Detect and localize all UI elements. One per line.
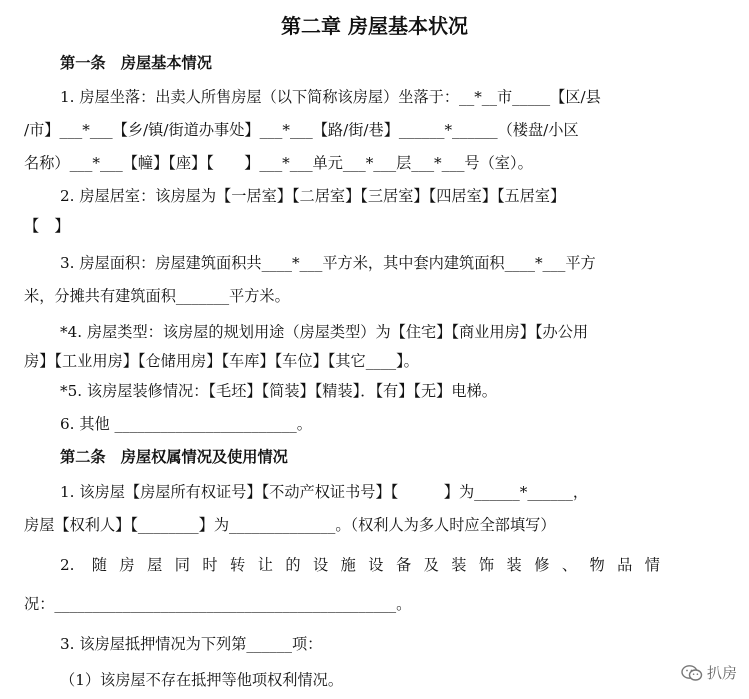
clause-2-3-option-1: （1）该房屋不存在抵押等他项权利情况。 xyxy=(60,671,344,689)
clause-2-2-line-2: 况：_____________________________________________。 xyxy=(24,595,412,613)
wechat-channel-icon xyxy=(681,664,703,682)
page-title: 第二章 房屋基本状况 xyxy=(281,14,468,38)
watermark-text: 扒房 xyxy=(706,664,737,682)
clause-1-3-line-2: 米，分摊共有建筑面积_______平方米。 xyxy=(24,287,290,305)
clause-1-2-line-1: 2. 房屋居室：该房屋为【一居室】【二居室】【三居室】【四居室】【五居室】 xyxy=(60,187,566,205)
clause-2-1-line-1: 1. 该房屋【房屋所有权证号】【不动产权证书号】【 】为______*______， xyxy=(60,483,589,501)
clause-1-4-line-2: 房】【工业用房】【仓储用房】【车库】【车位】【其它____】。 xyxy=(24,352,419,370)
clause-1-5: *5. 该房屋装修情况：【毛坯】【简装】【精装】．【有】【无】电梯。 xyxy=(60,382,497,400)
clause-1-1-line-2: /市】___*___【乡/镇/街道办事处】___*___【路/街/巷】______*______（楼盘/小区 xyxy=(24,121,579,139)
watermark xyxy=(681,662,737,683)
clause-1-4-line-1: *4. 房屋类型：该房屋的规划用途（房屋类型）为【住宅】【商业用房】【办公用 xyxy=(60,323,589,341)
clause-2-3: 3. 该房屋抵押情况为下列第______项： xyxy=(60,635,323,653)
clause-1-3-line-1: 3. 房屋面积：房屋建筑面积共____*___平方米，其中套内建筑面积____*___平方 xyxy=(60,254,596,272)
clause-1-1-line-1: 1. 房屋坐落：出卖人所售房屋（以下简称该房屋）坐落于：__*__市_____【区/县 xyxy=(60,88,601,106)
clause-2-1-line-2: 房屋【权利人】【________】为______________。（权利人为多人时应全部填写） xyxy=(24,516,556,534)
clause-1-6: 6. 其他 ________________________。 xyxy=(60,415,312,433)
article-1-heading: 第一条 房屋基本情况 xyxy=(60,54,212,72)
clause-2-2-line-1: 2. 随房屋同时转让的设施设备及装饰装修、物品情 xyxy=(60,556,660,574)
clause-1-2-line-2: 【 】 xyxy=(24,217,70,235)
clause-1-1-line-3: 名称）___*___【幢】【座】【 】___*___单元___*___层___*___号（室）。 xyxy=(24,154,533,172)
article-2-heading: 第二条 房屋权属情况及使用情况 xyxy=(60,448,288,466)
